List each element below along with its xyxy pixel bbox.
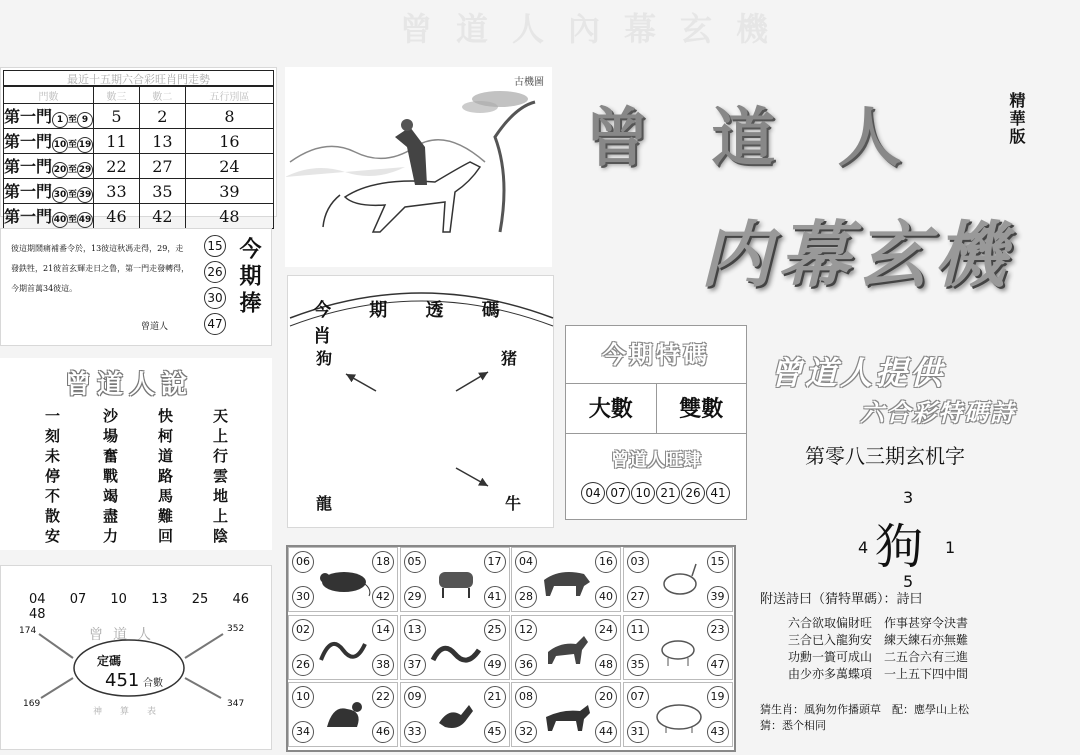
poem-guess2: 猜：悉个相同 — [760, 719, 826, 732]
dog-icon — [540, 697, 594, 733]
ox-icon — [429, 562, 483, 598]
zodiac-grid-panel — [286, 545, 736, 752]
painting-panel — [285, 67, 552, 267]
fixed-corner-tl: 174 — [19, 626, 37, 636]
grid-number: 44 — [595, 721, 617, 743]
poem-heading: 附送詩曰（猜特單碼）：詩曰 — [760, 592, 923, 607]
pig-icon — [652, 697, 706, 733]
stats-cell: 13 — [139, 129, 185, 154]
fixed-corner-bl: 169 — [23, 699, 41, 709]
stats-table-panel — [0, 67, 277, 226]
grid-number: 25 — [484, 619, 506, 641]
today-label: 今期捧 — [236, 237, 262, 318]
stats-cell: 35 — [139, 179, 185, 204]
door-label: 第一門 — [4, 207, 53, 226]
grid-number: 07 — [627, 686, 649, 708]
strip-number: 07 — [69, 592, 87, 607]
grid-number: 24 — [595, 619, 617, 641]
grid-cell — [511, 682, 621, 747]
grid-number: 18 — [372, 551, 394, 573]
strip-number: 25 — [191, 592, 209, 607]
brand-line1: 曾 道 人 — [585, 101, 922, 176]
fixed-code-diagram — [1, 566, 273, 751]
tiger-icon — [540, 562, 594, 598]
grid-number: 20 — [595, 686, 617, 708]
grid-number: 05 — [404, 551, 426, 573]
special-number: 41 — [706, 482, 730, 504]
special-number: 21 — [656, 482, 680, 504]
monkey-icon — [317, 697, 371, 733]
special-even: 雙數 — [679, 396, 724, 422]
fixed-brand: 曾道人 — [89, 627, 161, 643]
grid-number: 19 — [707, 686, 729, 708]
door-label: 第一門 — [4, 157, 53, 176]
range-end: 9 — [77, 112, 93, 128]
stats-cell: 2 — [139, 104, 185, 129]
stats-cell: 33 — [94, 179, 140, 204]
grid-number: 33 — [404, 721, 426, 743]
col-header: 數二 — [139, 87, 185, 104]
horse-icon — [540, 630, 594, 666]
special-number: 07 — [606, 482, 630, 504]
grid-number: 43 — [707, 721, 729, 743]
range-start: 30 — [52, 187, 68, 203]
stats-cell: 46 — [94, 204, 140, 229]
painting-caption: 古機圖 — [514, 77, 544, 88]
strip-number: 46 — [232, 592, 249, 607]
provide-line1: 曾道人提供 — [770, 354, 946, 392]
stats-row — [4, 104, 274, 129]
today-number: 47 — [204, 313, 226, 335]
grid-number: 36 — [515, 654, 537, 676]
grid-cell — [288, 682, 398, 747]
grid-number: 37 — [404, 654, 426, 676]
range-end: 29 — [77, 162, 93, 178]
poem-guess: 猜生肖：風狗勿作播頭草 配：應學山上松 — [760, 703, 969, 716]
zodiac-arrows — [288, 276, 555, 529]
grid-cell — [511, 547, 621, 612]
stats-cell: 48 — [185, 204, 273, 229]
grid-number: 47 — [707, 654, 729, 676]
poem-line: 功勳一簣可成山 二五合六有三進 — [788, 650, 969, 664]
poem-line: 三合已入龍狗安 練天練石亦無難 — [788, 633, 969, 647]
zodiac-title: 今 期 透 碼 肖 — [313, 300, 516, 347]
range-sep: 至 — [68, 190, 78, 200]
grid-number: 48 — [595, 654, 617, 676]
grid-number: 04 — [515, 551, 537, 573]
poem-panel — [760, 588, 1078, 753]
fixed-corner-br: 347 — [227, 699, 245, 709]
strip-number: 13 — [151, 592, 168, 607]
puzzle-title: 第零八三期玄机字 — [805, 444, 965, 468]
brand-line2: 内幕玄機 — [700, 212, 1013, 297]
fixed-corner-tr: 352 — [227, 624, 245, 634]
range-start: 40 — [52, 212, 68, 228]
rat-icon — [317, 562, 371, 598]
fixed-suffix: 合數 — [143, 678, 163, 689]
special-number: 26 — [681, 482, 705, 504]
strip-number: 48 — [29, 607, 46, 622]
grid-cell — [511, 615, 621, 680]
today-number: 30 — [204, 287, 226, 309]
grid-cell — [623, 682, 733, 747]
puzzle-bottom: 5 — [903, 572, 914, 591]
grid-number: 11 — [627, 619, 649, 641]
door-label: 第一門 — [4, 182, 53, 201]
snake-icon — [429, 630, 483, 666]
today-text: 彼這期鬧痛補番令於，13彼這秋馮走得，29，走發鉄牲，21彼首玄輝走日之鲁，第一門走發轉得，今期首萬34彼這。 — [11, 244, 190, 293]
zodiac-top-right: 猪 — [501, 349, 518, 368]
grid-number: 06 — [292, 551, 314, 573]
zodiac-bottom-left: 龍 — [316, 494, 333, 513]
grid-number: 40 — [595, 586, 617, 608]
col-header: 五行別區 — [185, 87, 273, 104]
today-number: 26 — [204, 261, 226, 283]
zodiac-panel — [287, 275, 554, 528]
door-label: 第一門 — [4, 107, 53, 126]
zodiac-top-left: 狗 — [316, 349, 333, 368]
stats-row — [4, 154, 274, 179]
stats-row — [4, 179, 274, 204]
horse-rider-painting — [285, 67, 552, 267]
dragon-icon — [317, 630, 371, 666]
grid-number: 38 — [372, 654, 394, 676]
grid-number: 27 — [627, 586, 649, 608]
grid-number: 03 — [627, 551, 649, 573]
range-sep: 至 — [68, 165, 78, 175]
poem-line: 由少亦多萬蝶項 一上五下四中間 — [788, 667, 969, 681]
stats-cell: 22 — [94, 154, 140, 179]
header-ghost-title: 曾道人內幕玄機 — [400, 10, 793, 48]
puzzle-left: 4 — [858, 538, 869, 557]
grid-number: 09 — [404, 686, 426, 708]
special-big: 大數 — [566, 384, 657, 433]
door-label: 第一門 — [4, 132, 53, 151]
fixed-value: 451 — [105, 670, 140, 691]
zodiac-grid — [288, 547, 734, 750]
provide-line2: 六合彩特碼詩 — [860, 398, 1016, 427]
grid-number: 02 — [292, 619, 314, 641]
zodiac-bottom-right: 牛 — [505, 494, 522, 513]
saying-col-4: 天上行雲地上陰 — [211, 408, 229, 548]
today-sign: 曾道人 — [141, 322, 169, 332]
grid-number: 42 — [372, 586, 394, 608]
grid-cell — [400, 547, 510, 612]
grid-number: 30 — [292, 586, 314, 608]
stats-table-title: 最近十五期六合彩旺肖門走勢 — [3, 70, 274, 86]
grid-number: 13 — [404, 619, 426, 641]
fixed-label: 定碼 — [97, 654, 122, 668]
strip-number: 04 — [29, 592, 46, 607]
strip-number: 10 — [110, 592, 127, 607]
grid-number: 10 — [292, 686, 314, 708]
range-sep: 至 — [68, 140, 78, 150]
grid-cell — [623, 547, 733, 612]
grid-number: 39 — [707, 586, 729, 608]
saying-col-1: 一刻未停不散安 — [43, 408, 61, 548]
grid-cell — [288, 615, 398, 680]
grid-number: 16 — [595, 551, 617, 573]
range-end: 39 — [77, 187, 93, 203]
special-number: 10 — [631, 482, 655, 504]
poem-line: 六合欲取偏財旺 作事甚穿令決書 — [788, 616, 969, 630]
col-header: 門數 — [4, 87, 94, 104]
grid-number: 34 — [292, 721, 314, 743]
saying-col-2: 沙場奮戰竭盡力 — [101, 408, 119, 548]
range-start: 10 — [52, 137, 68, 153]
grid-number: 14 — [372, 619, 394, 641]
grid-number: 12 — [515, 619, 537, 641]
grid-number: 17 — [484, 551, 506, 573]
stats-cell: 24 — [185, 154, 273, 179]
stats-cell: 42 — [139, 204, 185, 229]
puzzle-top: 3 — [903, 488, 914, 507]
range-end: 49 — [77, 212, 93, 228]
grid-number: 41 — [484, 586, 506, 608]
grid-number: 46 — [372, 721, 394, 743]
puzzle-panel — [755, 430, 1075, 591]
grid-cell — [288, 547, 398, 612]
range-start: 1 — [52, 112, 68, 128]
grid-number: 31 — [627, 721, 649, 743]
stats-cell: 16 — [185, 129, 273, 154]
special-title: 今期特碼 — [566, 326, 746, 384]
stats-cell: 8 — [185, 104, 273, 129]
stats-table — [3, 86, 274, 229]
grid-number: 28 — [515, 586, 537, 608]
grid-number: 08 — [515, 686, 537, 708]
today-number: 15 — [204, 235, 226, 257]
range-end: 19 — [77, 137, 93, 153]
stats-cell: 11 — [94, 129, 140, 154]
stats-cell: 27 — [139, 154, 185, 179]
range-sep: 至 — [68, 215, 78, 225]
grid-number: 32 — [515, 721, 537, 743]
range-start: 20 — [52, 162, 68, 178]
grid-number: 23 — [707, 619, 729, 641]
today-panel — [0, 228, 272, 346]
grid-number: 21 — [484, 686, 506, 708]
special-numbers — [566, 482, 746, 504]
grid-cell — [400, 682, 510, 747]
col-header: 數三 — [94, 87, 140, 104]
brand-edition: 精華版 — [1007, 92, 1026, 146]
grid-number: 22 — [372, 686, 394, 708]
puzzle-right: 1 — [945, 538, 956, 557]
saying-title: 曾道人說 — [65, 370, 194, 400]
grid-number: 15 — [707, 551, 729, 573]
rabbit-icon — [652, 562, 706, 598]
today-numbers — [204, 235, 228, 335]
saying-col-3: 快柯道路馬難回 — [156, 408, 174, 548]
grid-number: 49 — [484, 654, 506, 676]
puzzle-char: 狗 — [875, 519, 924, 575]
grid-number: 45 — [484, 721, 506, 743]
brand-panel — [565, 67, 1075, 317]
special-sub: 曾道人旺肆 — [611, 450, 701, 471]
fixed-brand-bottom: 神算表 — [93, 707, 175, 717]
rooster-icon — [429, 697, 483, 733]
saying-panel — [0, 358, 272, 550]
special-panel — [565, 325, 747, 520]
grid-number: 29 — [404, 586, 426, 608]
grid-number: 35 — [627, 654, 649, 676]
range-sep: 至 — [68, 115, 78, 125]
stats-cell: 5 — [94, 104, 140, 129]
grid-number: 26 — [292, 654, 314, 676]
goat-icon — [652, 630, 706, 666]
grid-cell — [400, 615, 510, 680]
stats-cell: 39 — [185, 179, 273, 204]
special-number: 04 — [581, 482, 605, 504]
grid-cell — [623, 615, 733, 680]
stats-row — [4, 204, 274, 229]
fixed-code-panel — [0, 565, 272, 750]
stats-row — [4, 129, 274, 154]
